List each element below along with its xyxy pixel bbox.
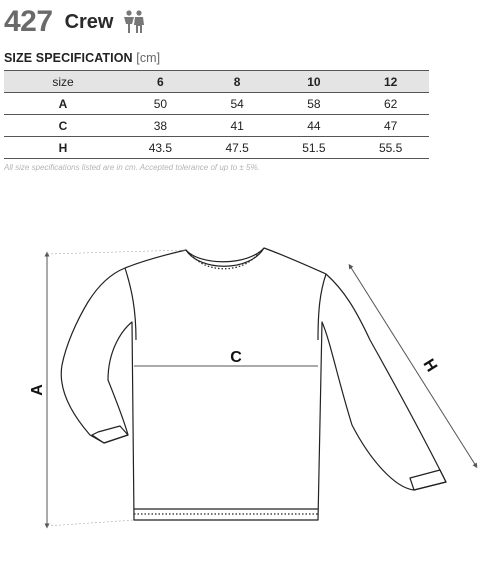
row-label: H	[4, 137, 122, 159]
table-row	[4, 137, 429, 159]
row-label: C	[4, 115, 122, 137]
sweatshirt-outline	[61, 248, 446, 520]
table-cell: 62	[352, 93, 429, 115]
table-corner: size	[4, 71, 122, 93]
measure-c	[230, 349, 242, 366]
left-cuff	[92, 426, 128, 443]
left-armhole-seam	[125, 268, 136, 340]
unisex-figures-icon	[123, 10, 145, 34]
table-cell: 41	[199, 115, 276, 137]
label-a: A	[29, 384, 46, 396]
size-specification-title	[4, 51, 160, 65]
table-cell: 47.5	[199, 137, 276, 159]
spec-title-text: SIZE SPECIFICATION	[4, 51, 133, 65]
table-row	[4, 115, 429, 137]
table-cell: 51.5	[276, 137, 353, 159]
size-header: 12	[352, 71, 429, 93]
size-header: 6	[122, 71, 199, 93]
table-header-row	[4, 71, 429, 93]
measure-h	[350, 266, 476, 466]
product-header	[4, 4, 145, 40]
table-cell: 38	[122, 115, 199, 137]
table-cell: 55.5	[352, 137, 429, 159]
table-cell: 44	[276, 115, 353, 137]
table-cell: 43.5	[122, 137, 199, 159]
table-cell: 47	[352, 115, 429, 137]
spec-unit: [cm]	[136, 51, 161, 65]
table-cell: 54	[199, 93, 276, 115]
label-h: H	[419, 356, 441, 376]
body-outline	[61, 248, 446, 520]
measure-a	[29, 250, 186, 526]
tolerance-note: All size specifications listed are in cm. Accepted tolerance of up to ± 5%.	[4, 163, 260, 172]
size-header: 10	[276, 71, 353, 93]
table-row	[4, 93, 429, 115]
table-cell: 50	[122, 93, 199, 115]
row-label: A	[4, 93, 122, 115]
sweatshirt-diagram	[0, 230, 490, 570]
model-number: 427	[4, 5, 53, 38]
model-name: Crew	[64, 11, 114, 33]
size-table	[4, 70, 429, 159]
size-header: 8	[199, 71, 276, 93]
right-cuff	[410, 470, 446, 490]
table-cell: 58	[276, 93, 353, 115]
label-c: C	[230, 349, 242, 366]
